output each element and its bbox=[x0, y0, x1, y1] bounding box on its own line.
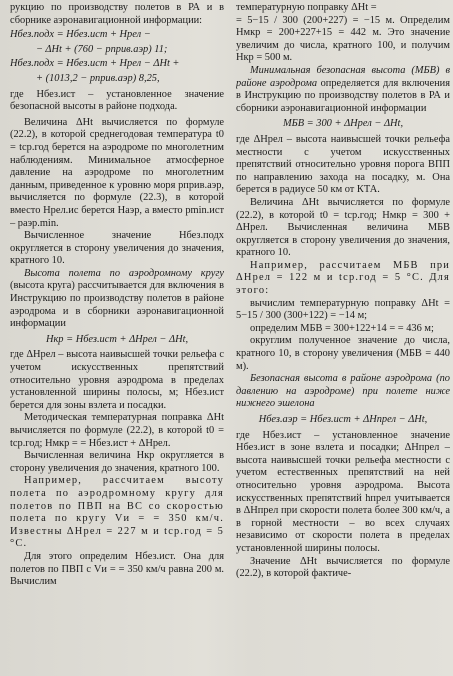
paragraph: Величина ΔHt вычисляется по формуле (22.2), в которой t0 = tср.год; Hмкр = 300 + ΔHрел. Вычисленная величина МБВ округляется в сторону увеличения до значения, кратного 10. bbox=[236, 196, 450, 259]
paragraph: Значение ΔHt вычисляется по формуле (22.2), в которой фактиче- bbox=[236, 555, 450, 580]
paragraph bbox=[10, 268, 224, 331]
paragraph: Вычисленное значение Hбез.подх округляется в сторону увеличения до значения, кратного 10. bbox=[10, 230, 224, 267]
paragraph: Вычисленная величина Hкр округляется в сторону увеличения до значения, кратного 100. bbox=[10, 450, 224, 474]
paragraph: = 5−15 / 300 (200+227) = −15 м. Определим Hмкр = 200+227+15 = 442 м. Это значение увеличим до числа, кратного 100, и получим Hкр = 500 м. bbox=[236, 14, 450, 64]
term-heading: Высота полета по аэродромному кругу bbox=[24, 267, 224, 279]
paragraph: Например, рассчитаем МБВ при ΔHрел = 122 м и tср.год = 5 °C. Для этого: bbox=[236, 259, 450, 297]
formula-line: − ΔHt + (760 − pприв.аэр) 11; bbox=[36, 43, 168, 55]
formula-line: + (1013,2 − pприв.аэр) 8,25, bbox=[36, 72, 160, 84]
term-heading: Безопасная высота в районе аэродрома (по давлению на аэродроме) при полете ниже нижнего эшелона bbox=[236, 373, 450, 410]
left-column bbox=[10, 2, 224, 676]
paragraph: где Hбез.ист – установленное значение Hбез.ист в зоне взлета и посадки; ΔHпрел – высота наивысшей точки рельефа местности с учетом естественных препятствий на ней относительно уровня аэродрома. Высота искусственных препятствий hпрел учитывается в ΔHпрел при скорости полета более 300 км/ч, а в горной местности – во всех случаях независимо от скорости полета в пределах установленной ширины полосы. bbox=[236, 429, 450, 554]
paragraph-text: (высота круга) рассчитывается для включения в Инструкцию по производству полетов в районе аэродрома и в сборники аэронавигационной информации bbox=[10, 280, 224, 330]
paragraph: округлим полученное значение до числа, кратного 10, в сторону увеличения (МБВ = 440 м). bbox=[236, 335, 450, 372]
paragraph bbox=[236, 65, 450, 115]
formula-line: Hкр = Hбез.ист + ΔHрел − ΔHt, bbox=[45, 333, 189, 345]
formula-line: Hбез.подх = Hбез.ист + Hрел − bbox=[10, 29, 151, 41]
paragraph: Например, рассчитаем высоту полета по аэродромному кругу для полетов по ПВП на ВС со скоростью полета по кругу Vи = = 350 км/ч. Известны ΔHрел = 227 м и tср.год = 5 °C. bbox=[10, 475, 224, 550]
paragraph-text: определяется для включения в Инструкцию по производству полетов в РА и сборники аэронавигационной информации bbox=[236, 77, 450, 114]
paragraph: где ΔHрел – высота наивысшей точки рельефа с учетом искусственных препятствий относительно уровня аэродрома в пределах установленной ширины полосы, м; Hбез.ист берется для зоны взлета и посадки. bbox=[10, 349, 224, 411]
paragraph: Методическая температурная поправка ΔHt вычисляется по формуле (22.2), в которой t0 = tср.год; Hмкр = = Hбез.ист + ΔHрел. bbox=[10, 412, 224, 449]
paragraph: вычислим температурную поправку ΔHt = 5−15 / 300 (300+122) = −14 м; bbox=[236, 297, 450, 322]
paragraph: температурную поправку ΔHt = bbox=[236, 2, 377, 13]
paragraph: где ΔHрел – высота наивысшей точки рельефа местности с учетом искусственных препятствий относительно уровня порога ВПП по направлению захода на посадку, м. Она берется в радиусе 50 км от КТА. bbox=[236, 133, 450, 196]
paragraph: определим МБВ = 300+122+14 = = 436 м; bbox=[250, 322, 434, 334]
formula-line: Hбез.аэр = Hбез.ист + ΔHпрел − ΔHt, bbox=[258, 414, 428, 425]
paragraph: где Hбез.ист – установленное значение безопасной высоты в районе подхода. bbox=[10, 88, 224, 113]
paragraph: Величина ΔHt вычисляется по формуле (22.2), в которой среднегодовая температура t0 = tср.год берется на аэродроме по многолетним наблюдениям. Минимальное атмосферное давление на аэродроме по многолетним данным, приведенное к уровню моря pприв.аэр, вычисляется по формуле (22.3), в которой вместо Hрел.ис берется Hаэр, а вместо pmin.ист – pаэр.min. bbox=[10, 116, 224, 229]
formula-line: Hбез.подх = Hбез.ист + Hрел − ΔHt + bbox=[10, 58, 180, 70]
term-heading: Минимальная безопасная высота (МБВ) в районе аэродрома bbox=[236, 64, 450, 89]
right-column bbox=[236, 2, 450, 676]
formula-line: МБВ = 300 + ΔHрел − ΔHt, bbox=[282, 118, 404, 130]
paragraph: рукцию по производству полетов в РА и в сборнике аэронавигационной информации: bbox=[10, 2, 224, 26]
paragraph: Для этого определим Hбез.ист. Она для полетов по ПВП с Vи = = 350 км/ч равна 200 м. Вычислим bbox=[10, 550, 224, 588]
